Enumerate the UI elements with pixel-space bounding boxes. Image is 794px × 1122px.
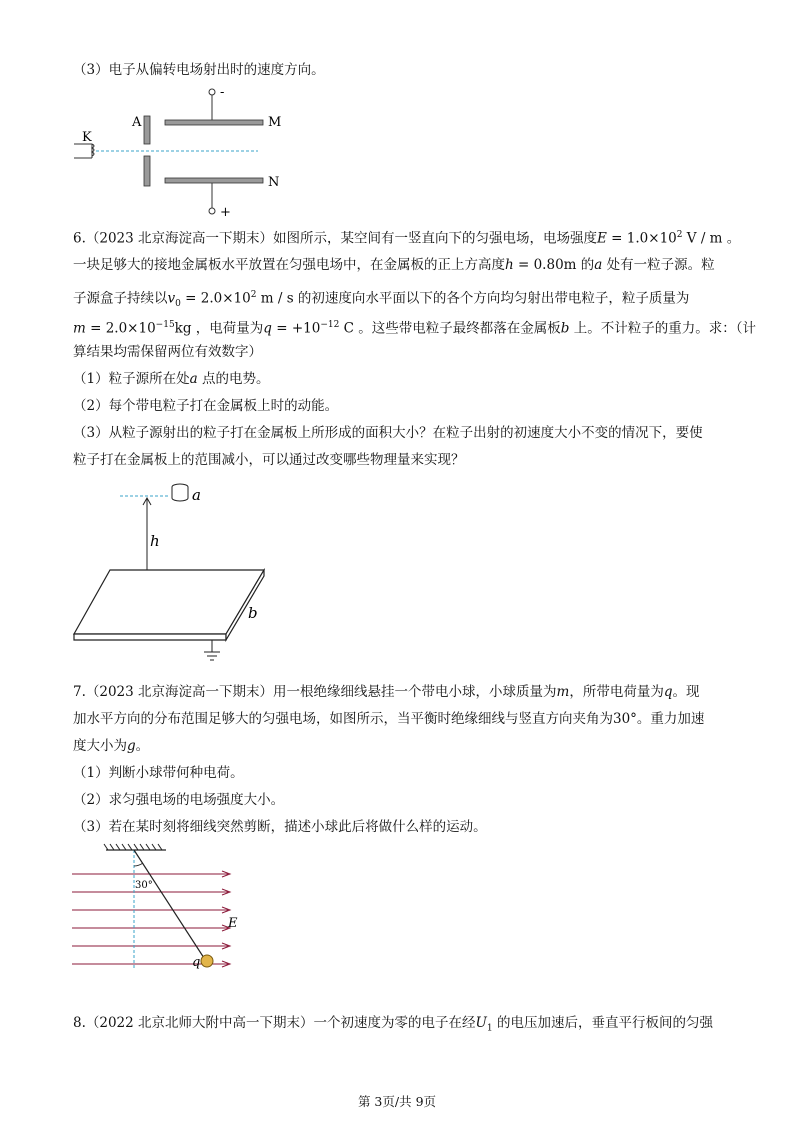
plate-m: [165, 120, 263, 125]
q6-line4: $m = 2.0\times 10^{-15}kg$ ，电荷量为$q = +10^{-12}$ C 。这些带电粒子最终都落在金属板b 上。不计粒子的重力。求：（计: [73, 320, 756, 337]
thread: [134, 850, 204, 958]
plus-label: +: [220, 205, 231, 220]
ceiling: [104, 844, 166, 850]
label-a-source: a: [192, 486, 201, 504]
q7-part1: （1）判断小球带何种电荷。: [73, 765, 244, 781]
label-m: M: [268, 115, 282, 130]
label-a: A: [132, 115, 142, 130]
label-k: K: [82, 130, 92, 145]
charged-ball: [201, 955, 213, 967]
top-terminal: [209, 89, 215, 95]
label-e: E: [228, 916, 238, 931]
plate-a-lower: [144, 156, 150, 186]
ground-icon: [204, 640, 220, 660]
metal-plate-figure: [70, 478, 280, 668]
label-b: b: [248, 604, 258, 622]
q6-line2: 一块足够大的接地金属板水平放置在匀强电场中，在金属板的正上方高度h = 0.80m 的a 处有一粒子源。粒: [73, 257, 715, 273]
cathode-k: [74, 144, 92, 158]
q7-line1: 7.（2023 北京海淀高一下期末）用一根绝缘细线悬挂一个带电小球，小球质量为m，所带电荷量为q。现: [73, 684, 700, 700]
q6-part2: （2）每个带电粒子打在金属板上时的动能。: [73, 398, 339, 414]
bottom-terminal: [209, 208, 215, 214]
q7-line3: 度大小为g。: [73, 738, 150, 754]
label-n: N: [268, 175, 280, 190]
particle-source-box: [172, 484, 188, 501]
label-h: h: [150, 532, 160, 550]
pendulum-field-figure: [70, 840, 250, 980]
q8-line1: 8.（2022 北京北师大附中高一下期末）一个初速度为零的电子在经$U_1$ 的电压加速后，垂直平行板间的匀强: [73, 1015, 713, 1034]
q7-line2: 加水平方向的分布范围足够大的匀强电场，如图所示，当平衡时绝缘细线与竖直方向夹角为30°。重力加速: [73, 711, 705, 727]
q6-part3-line1: （3）从粒子源射出的粒子打在金属板上所形成的面积大小？在粒子出射的初速度大小不变的情况下，要使: [73, 425, 703, 441]
plate-a-upper: [144, 116, 150, 144]
q6-line1: 6.（2023 北京海淀高一下期末）如图所示，某空间有一竖直向下的匀强电场，电场强度$E = 1.0\times 10^2$ V / m 。: [73, 230, 741, 247]
q6-part1: （1）粒子源所在处a 点的电势。: [73, 371, 270, 387]
q7-part2: （2）求匀强电场的电场强度大小。: [73, 792, 285, 808]
q6-line5: 算结果均需保留两位有效数字）: [73, 344, 262, 360]
plate-n: [165, 178, 263, 183]
q6-part3-line2: 粒子打在金属板上的范围减小，可以通过改变哪些物理量来实现？: [73, 452, 465, 468]
page-footer: 第 3页/共 9页: [357, 1094, 437, 1109]
angle-label: 30°: [135, 880, 153, 891]
minus-label: -: [220, 85, 225, 100]
q7-part3: （3）若在某时刻将细线突然剪断，描述小球此后将做什么样的运动。: [73, 819, 487, 835]
deflection-field-figure: [70, 82, 300, 222]
q6-line3: 子源盒子持续以$v_0 = 2.0\times 10^2$ m / s 的初速度向水平面以下的各个方向均匀射出带电粒子，粒子质量为: [73, 290, 690, 310]
label-q: q: [192, 955, 201, 970]
q5-part3: （3）电子从偏转电场射出时的速度方向。: [73, 62, 325, 78]
